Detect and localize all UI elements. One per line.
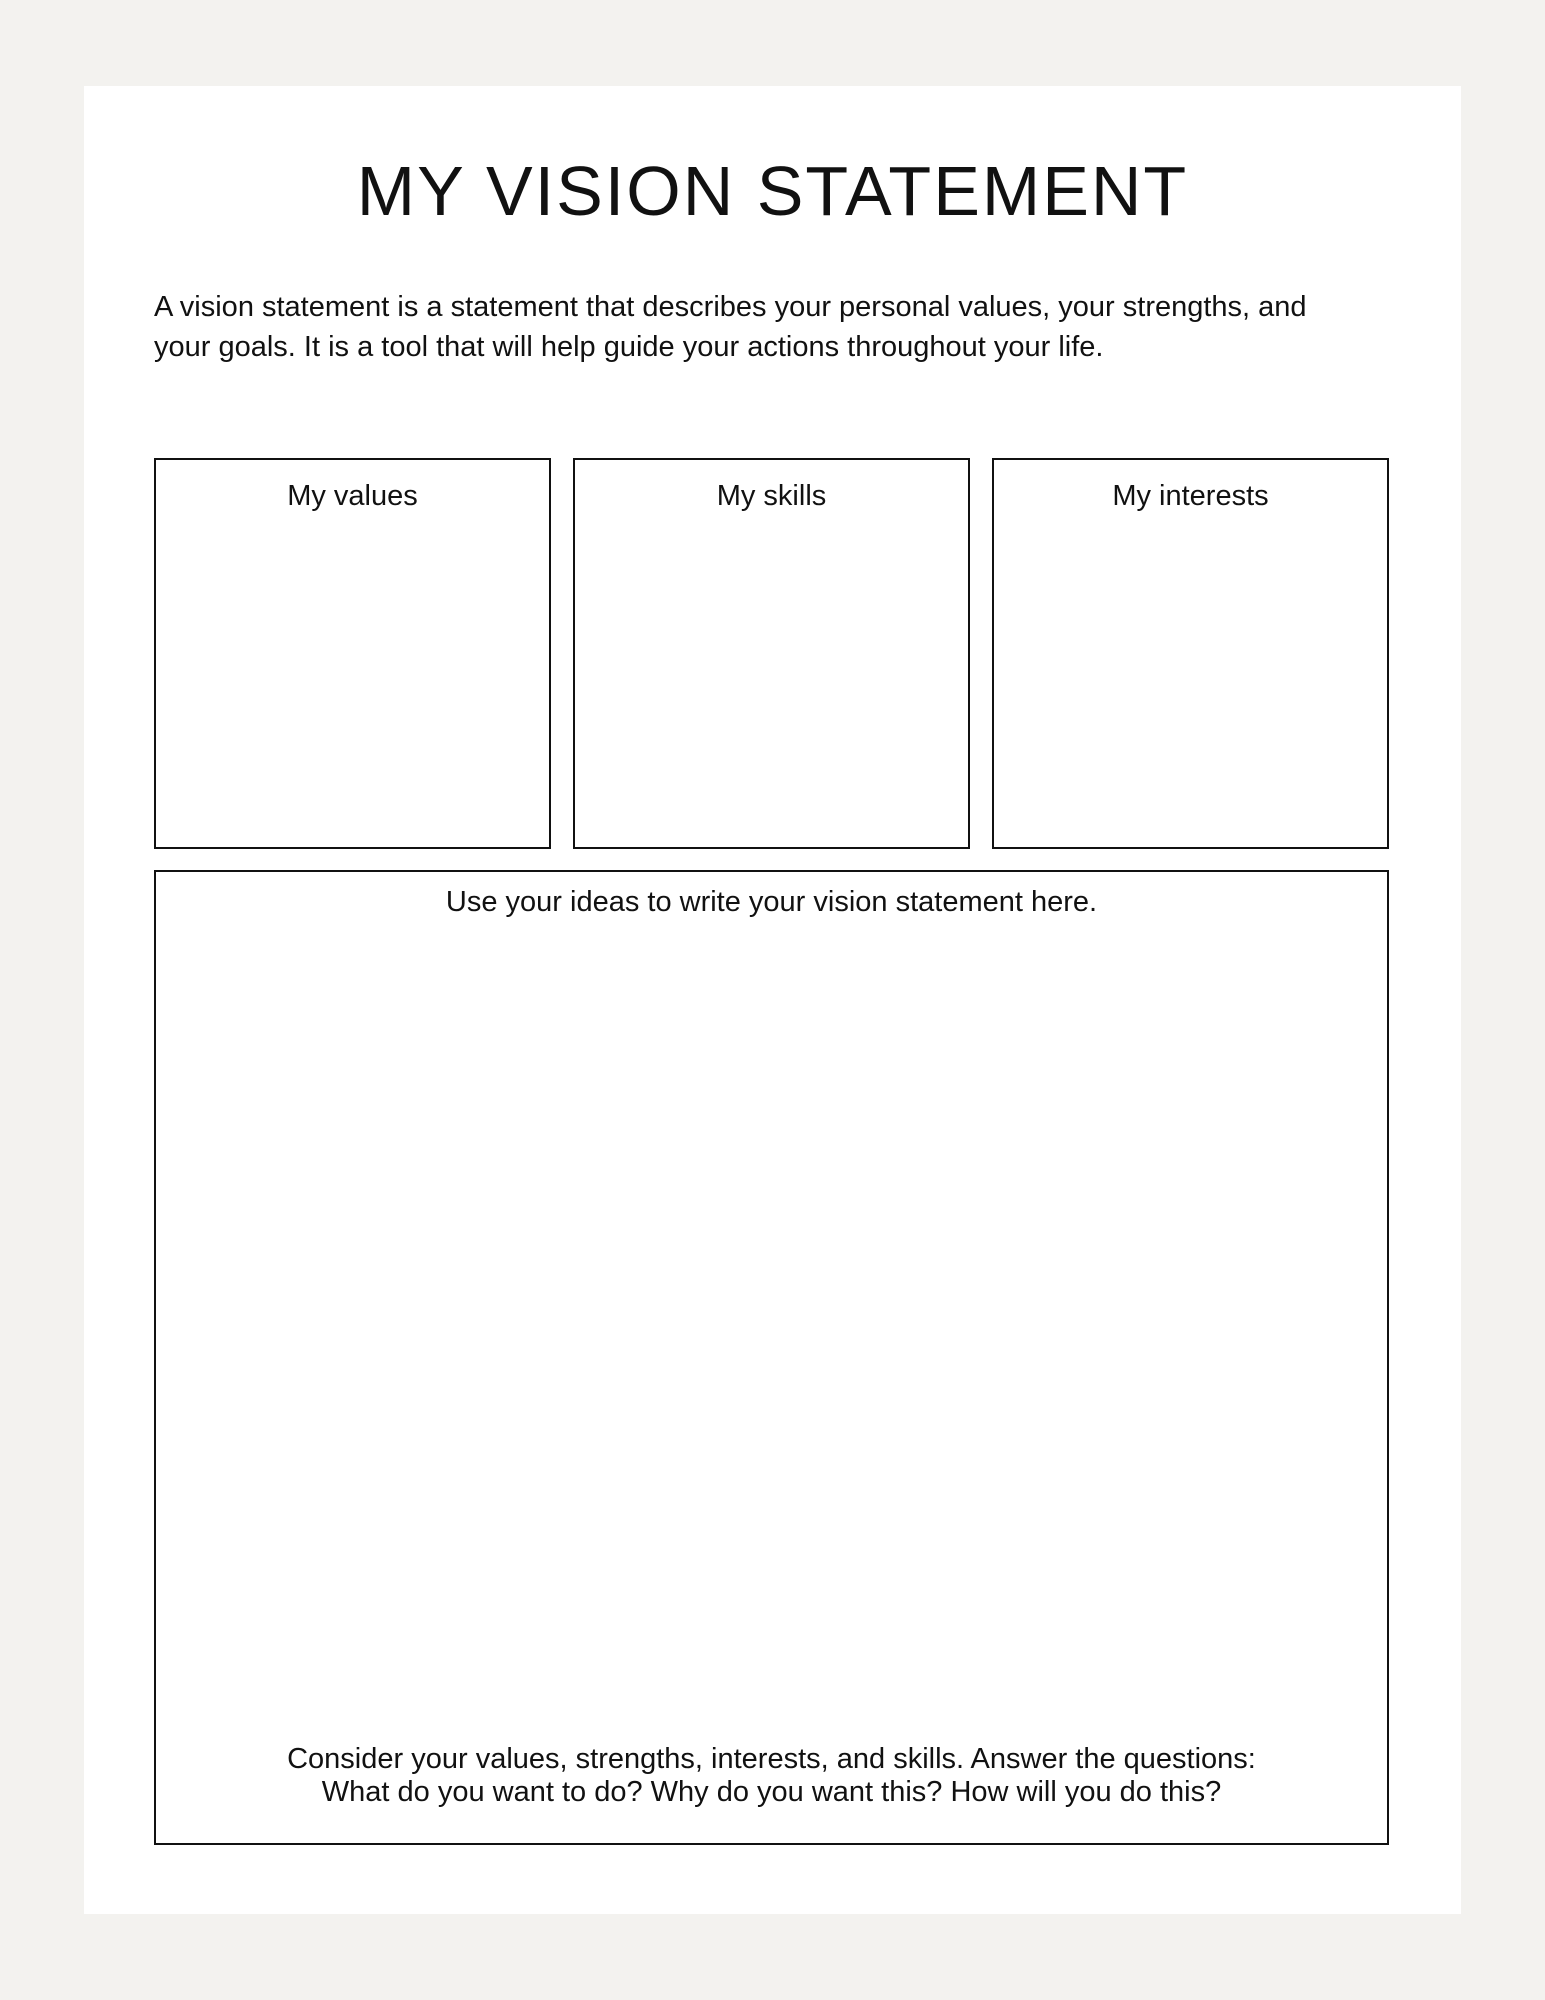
intro-text: A vision statement is a statement that describes your personal values, your strengths, and your goals. It is a tool that will help guide your actions throughout your life. [154, 291, 1307, 363]
values-box[interactable] [154, 458, 551, 849]
guiding-questions [156, 1743, 1387, 1809]
worksheet-page [84, 86, 1461, 1914]
skills-box-label: My skills [716, 480, 827, 512]
interests-box-label: My interests [1112, 480, 1269, 512]
vision-statement-box[interactable] [154, 870, 1389, 1845]
values-box-label: My values [287, 480, 418, 512]
guiding-questions-line-1: Consider your values, strengths, interests, and skills. Answer the questions: [287, 1743, 1256, 1775]
skills-box[interactable] [573, 458, 970, 849]
interests-box[interactable] [992, 458, 1389, 849]
page-title: MY VISION STATEMENT [356, 152, 1189, 230]
guiding-questions-line-2: What do you want to do? Why do you want this? How will you do this? [321, 1776, 1222, 1808]
vision-statement-prompt: Use your ideas to write your vision statement here. [445, 886, 1098, 918]
